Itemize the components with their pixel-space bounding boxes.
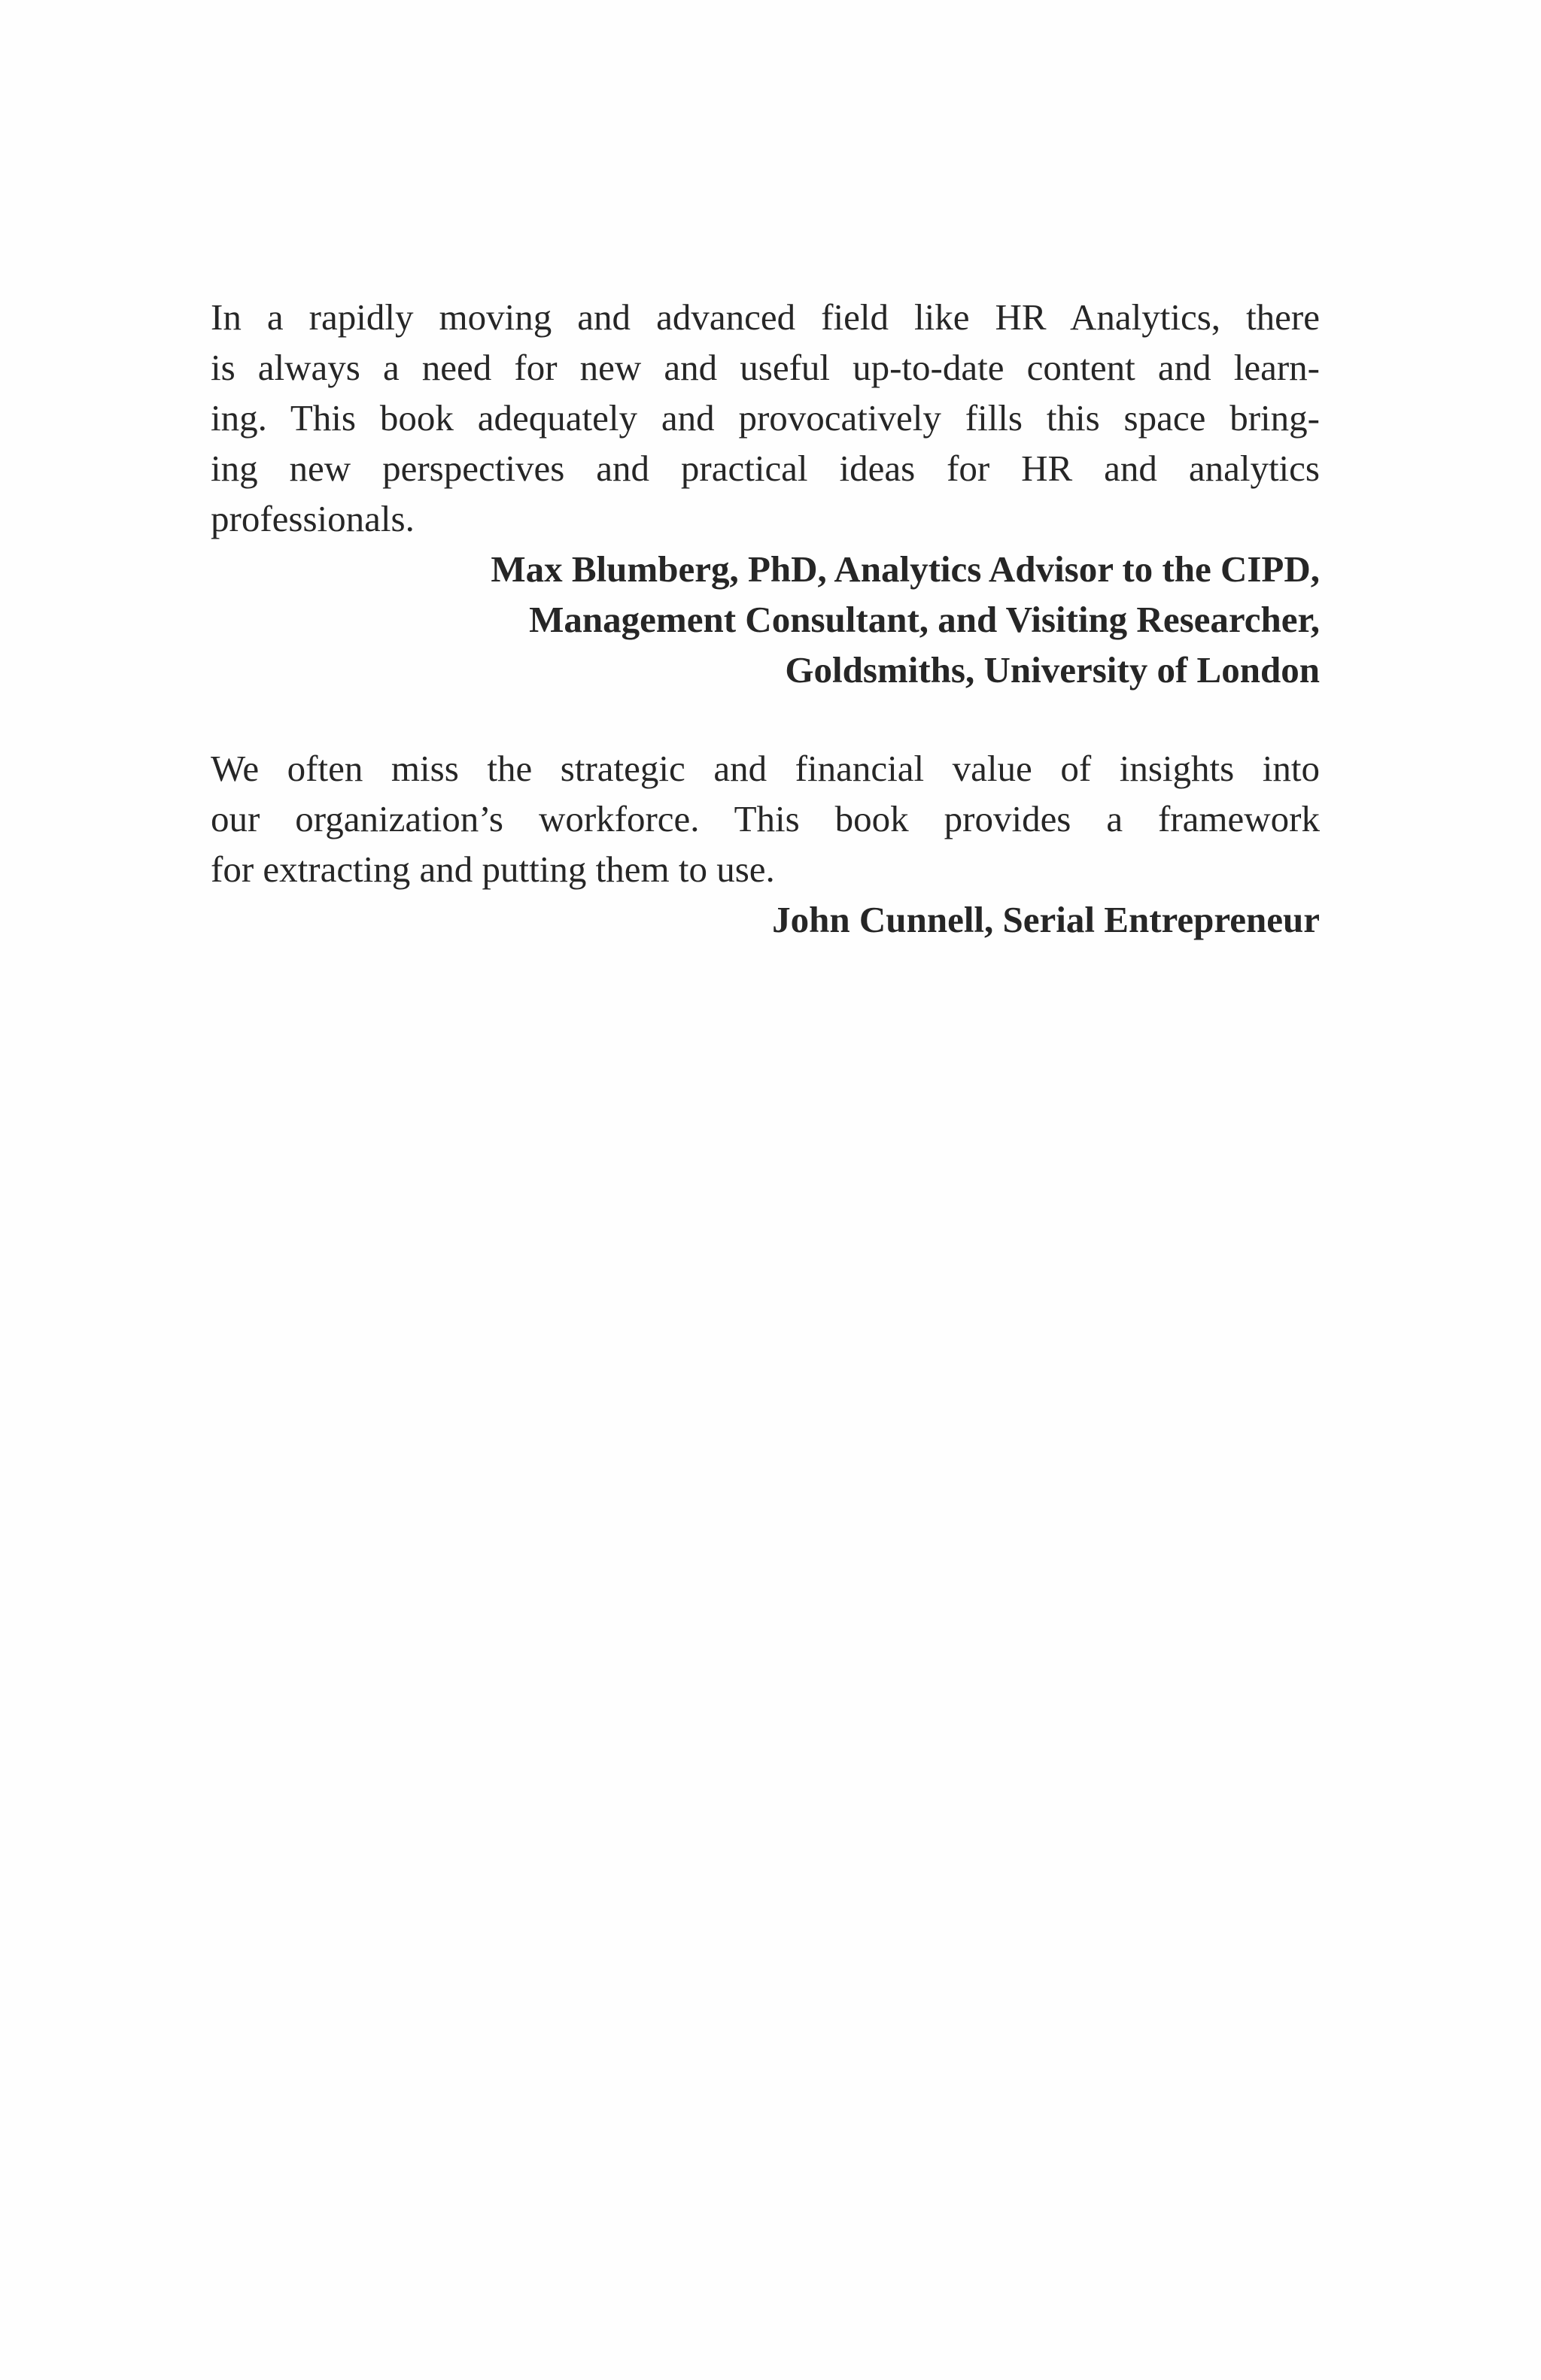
endorsement-attribution	[211, 894, 1320, 945]
quote-line: is always a need for new and useful up-to-date content and learn-	[211, 347, 1320, 388]
quote-line: our organization’s workforce. This book provides a framework	[211, 798, 1320, 839]
endorsement-1	[211, 292, 1320, 695]
quote-line: for extracting and putting them to use.	[211, 848, 775, 890]
endorsement-attribution	[211, 544, 1320, 695]
endorsement-2	[211, 743, 1320, 945]
attribution-line: John Cunnell, Serial Entrepreneur	[772, 899, 1320, 940]
endorsement-quote	[211, 292, 1320, 544]
attribution-line: Goldsmiths, University of London	[785, 649, 1320, 691]
quote-line: ing new perspectives and practical ideas for HR and analytics	[211, 448, 1320, 489]
quote-line: In a rapidly moving and advanced field like HR Analytics, there	[211, 296, 1320, 338]
endorsement-quote	[211, 743, 1320, 894]
attribution-line: Management Consultant, and Visiting Researcher,	[529, 599, 1320, 640]
attribution-line: Max Blumberg, PhD, Analytics Advisor to the CIPD,	[491, 548, 1320, 590]
quote-line: professionals.	[211, 498, 415, 539]
quote-line: ing. This book adequately and provocatively fills this space bring-	[211, 397, 1320, 439]
quote-line: We often miss the strategic and financial value of insights into	[211, 748, 1320, 789]
